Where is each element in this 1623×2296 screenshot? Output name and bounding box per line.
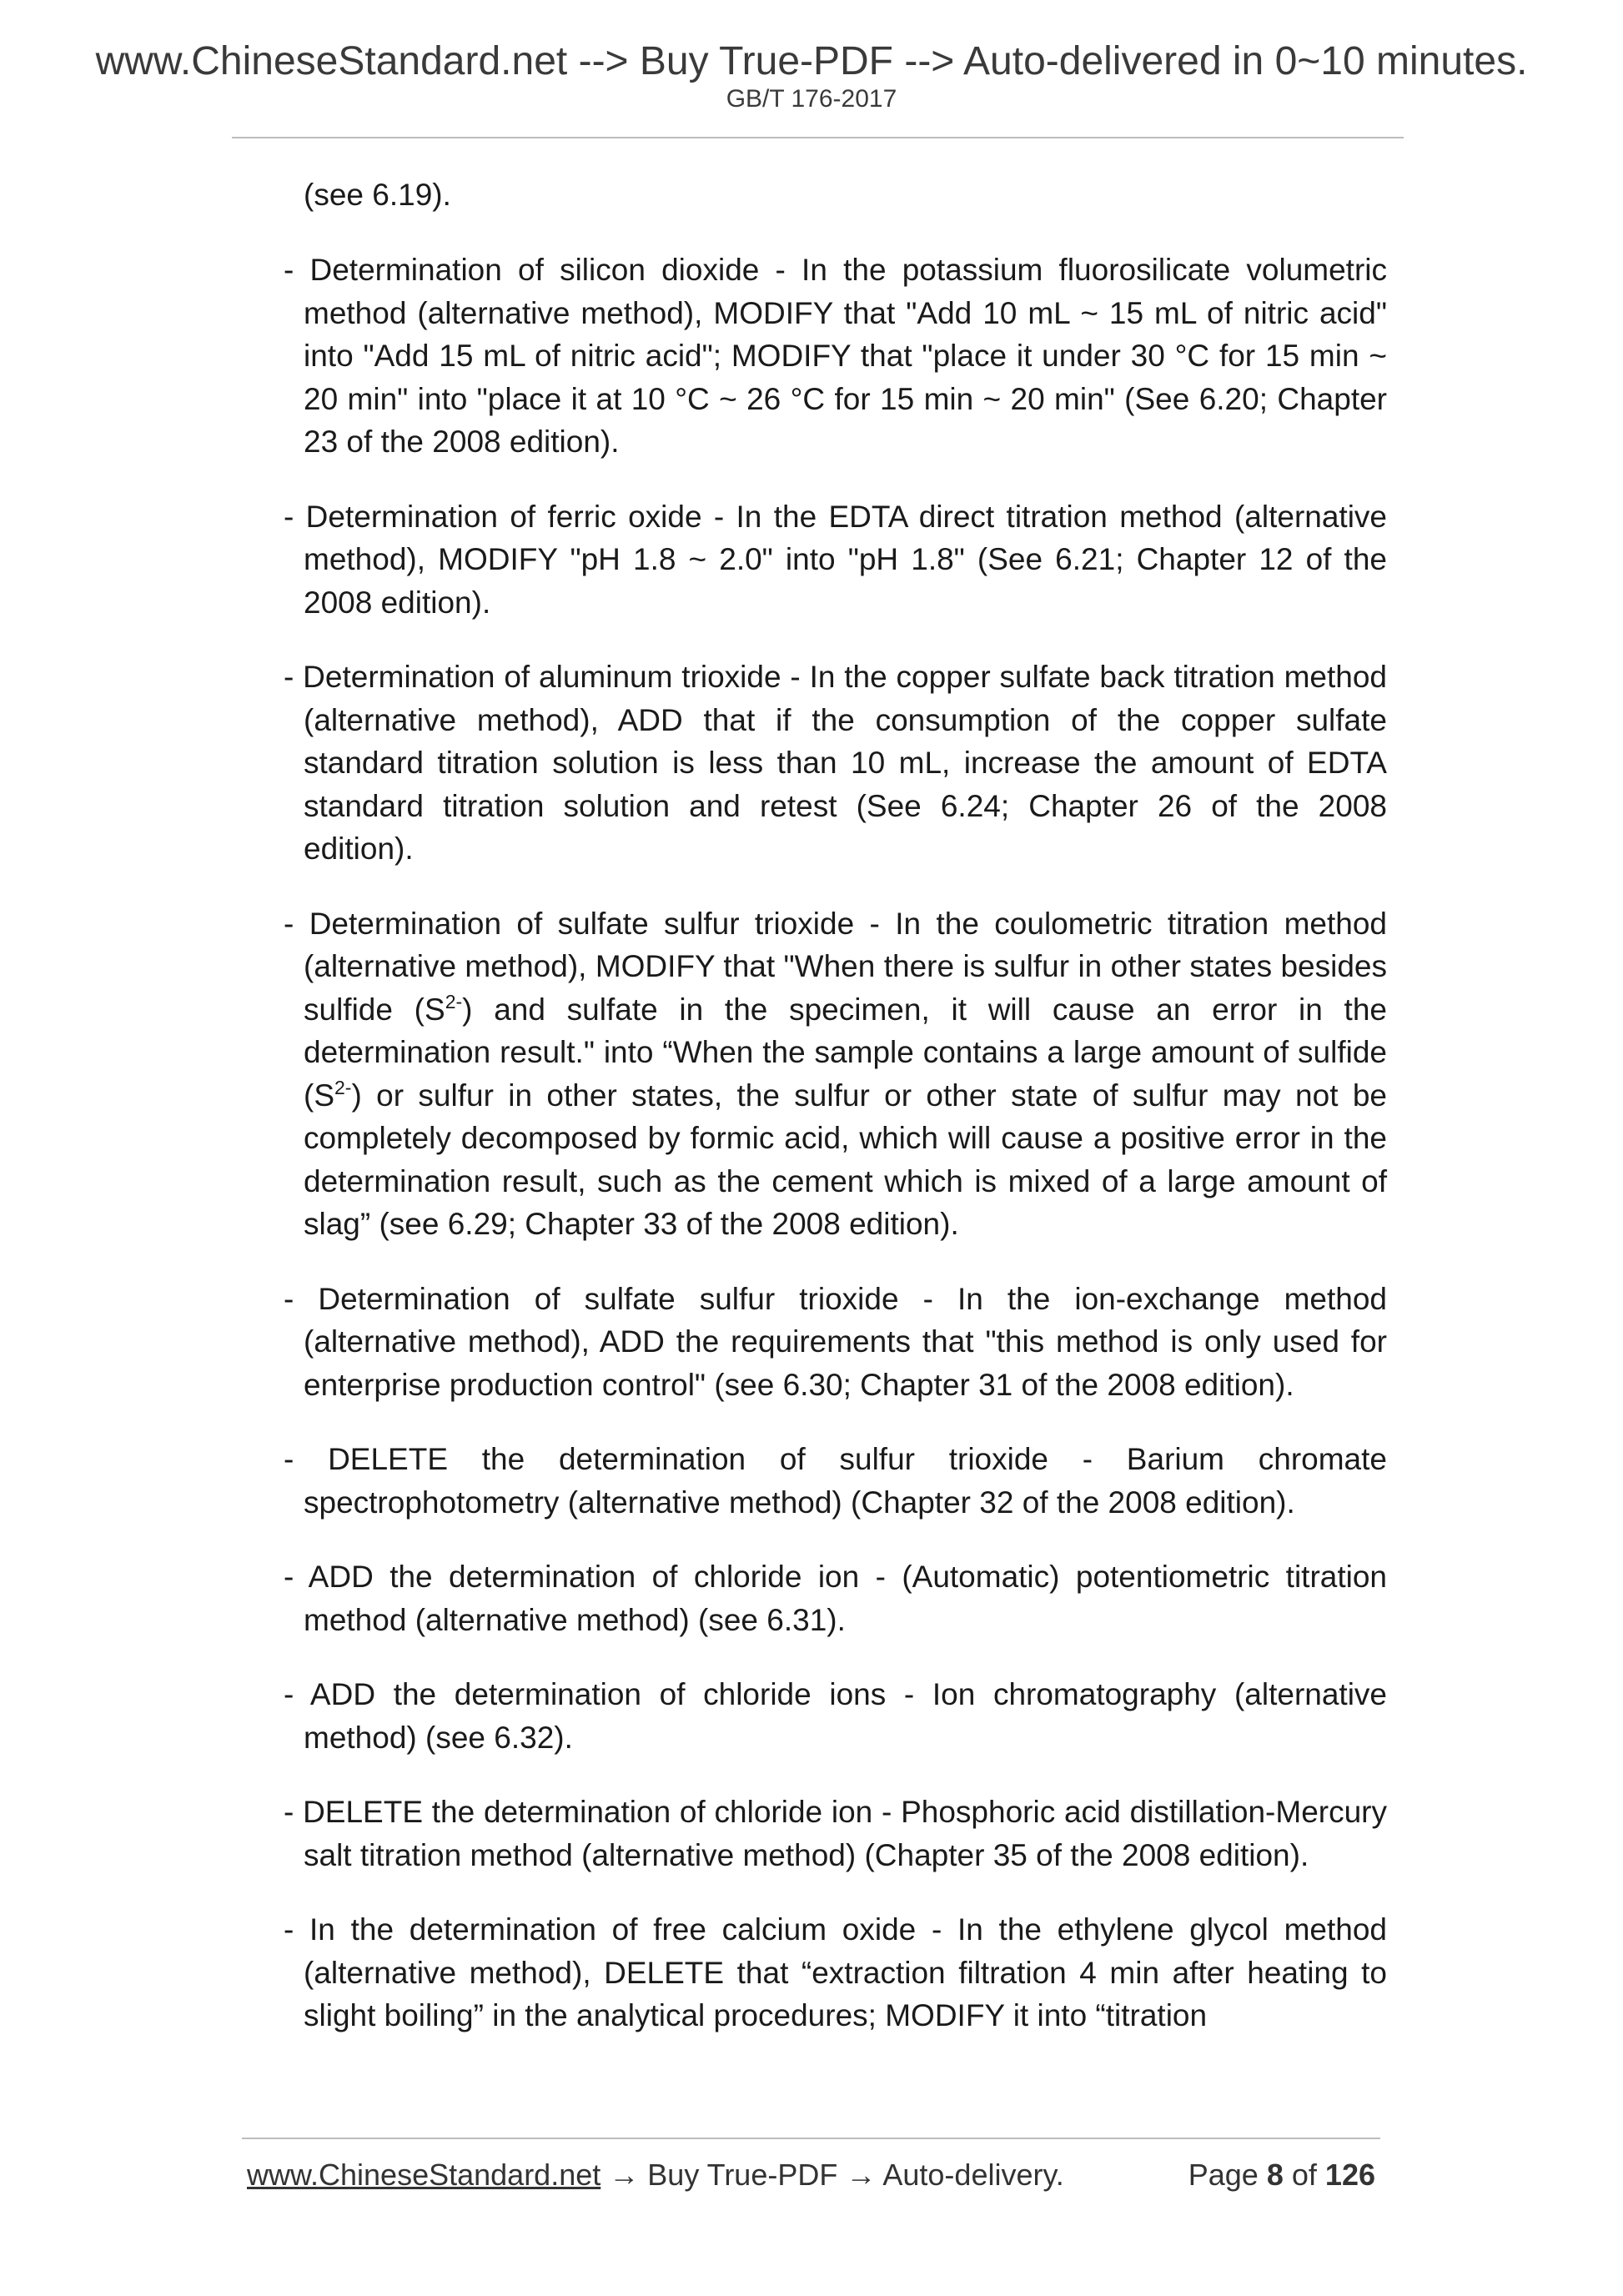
- page-label: Page: [1188, 2158, 1259, 2192]
- footer-delivery-text: Auto-delivery.: [882, 2158, 1064, 2192]
- list-item-delete-barium-chromate: - DELETE the determination of sulfur trioxide - Barium chromate spectrophotometry (alternative method) (Chapter 32 of the 2008 edition).: [284, 1442, 1387, 1520]
- sulfide-charge-superscript: 2-: [334, 1076, 352, 1098]
- footer-site-link[interactable]: www.ChineseStandard.net: [247, 2158, 601, 2192]
- list-item-ferric-oxide: - Determination of ferric oxide - In the EDTA direct titration method (alternative method), MODIFY "pH 1.8 ~ 2.0" into "pH 1.8" (See 6.21; Chapter 12 of the 2008 edition).: [284, 499, 1387, 620]
- standard-code: GB/T 176-2017: [726, 85, 897, 113]
- sulfide-charge-superscript: 2-: [445, 990, 463, 1012]
- sulfate-text-part-3: ) or sulfur in other states, the sulfur or other state of sulfur may not be completely decomposed by formic acid, which will cause a positive error in the determination result, such as the cement which is mixed of a large amount of slag” (see 6.29; Chapter 33 of the 2008 edition).: [304, 1078, 1387, 1241]
- continued-reference: (see 6.19).: [304, 178, 451, 212]
- total-pages: 126: [1324, 2158, 1375, 2192]
- header-divider: [232, 137, 1404, 138]
- list-item-silicon-dioxide: - Determination of silicon dioxide - In the potassium fluorosilicate volumetric method (alternative method), MODIFY that "Add 10 mL ~ 15 mL of nitric acid" into "Add 15 mL of nitric acid"; MODIFY that "place it under 30 °C for 15 min ~ 20 min" into "place it at 10 °C ~ 26 °C for 15 min ~ 20 min" (See 6.20; Chapter 23 of the 2008 edition).: [284, 253, 1387, 459]
- sulfate-text-part-2: ) and sulfate in the specimen, it will cause an error in the determination result." into “When the sample contains a large amount of sulfide (S: [304, 992, 1387, 1113]
- footer-buy-text: Buy True-PDF: [647, 2158, 838, 2192]
- arrow-icon: →: [846, 2158, 877, 2192]
- list-item-delete-phosphoric-acid: - DELETE the determination of chloride ion - Phosphoric acid distillation-Mercury salt titration method (alternative method) (Chapter 35 of the 2008 edition).: [284, 1795, 1387, 1872]
- current-page-number: 8: [1266, 2158, 1284, 2192]
- list-item-aluminum-trioxide: - Determination of aluminum trioxide - In the copper sulfate back titration method (alternative method), ADD that if the consumption of the copper sulfate standard titration solution is less than 10 mL, increase the amount of EDTA standard titration solution and retest (See 6.24; Chapter 26 of the 2008 edition).: [284, 660, 1387, 866]
- site-banner: www.ChineseStandard.net --> Buy True-PDF --> Auto-delivered in 0~10 minutes.: [95, 39, 1528, 83]
- arrow-icon: →: [609, 2158, 640, 2192]
- list-item-add-ion-chromatography: - ADD the determination of chloride ions - Ion chromatography (alternative method) (see 6.32).: [284, 1677, 1387, 1755]
- list-item-free-calcium-oxide: - In the determination of free calcium oxide - In the ethylene glycol method (alternative method), DELETE that “extraction filtration 4 min after heating to slight boiling” in the analytical procedures; MODIFY it into “titration: [284, 1912, 1387, 2032]
- list-item-sulfate-ion-exchange: - Determination of sulfate sulfur trioxide - In the ion-exchange method (alternative method), ADD the requirements that "this method is only used for enterprise production control" (see 6.30; Chapter 31 of the 2008 edition).: [284, 1281, 1387, 1402]
- footer-promo: [247, 2160, 1064, 2190]
- document-body: [284, 173, 1387, 2037]
- of-label: of: [1291, 2158, 1317, 2192]
- list-item-sulfate-coulometric: [284, 902, 1387, 1246]
- list-item-add-potentiometric: - ADD the determination of chloride ion - (Automatic) potentiometric titration method (alternative method) (see 6.31).: [284, 1560, 1387, 1637]
- page-indicator: [1188, 2160, 1375, 2190]
- footer-divider: [242, 2138, 1380, 2139]
- sulfate-text-part-1: - Determination of sulfate sulfur trioxide - In the coulometric titration method (alternative method), MODIFY that "When there is sulfur in other states besides sulfide (S: [284, 906, 1387, 1027]
